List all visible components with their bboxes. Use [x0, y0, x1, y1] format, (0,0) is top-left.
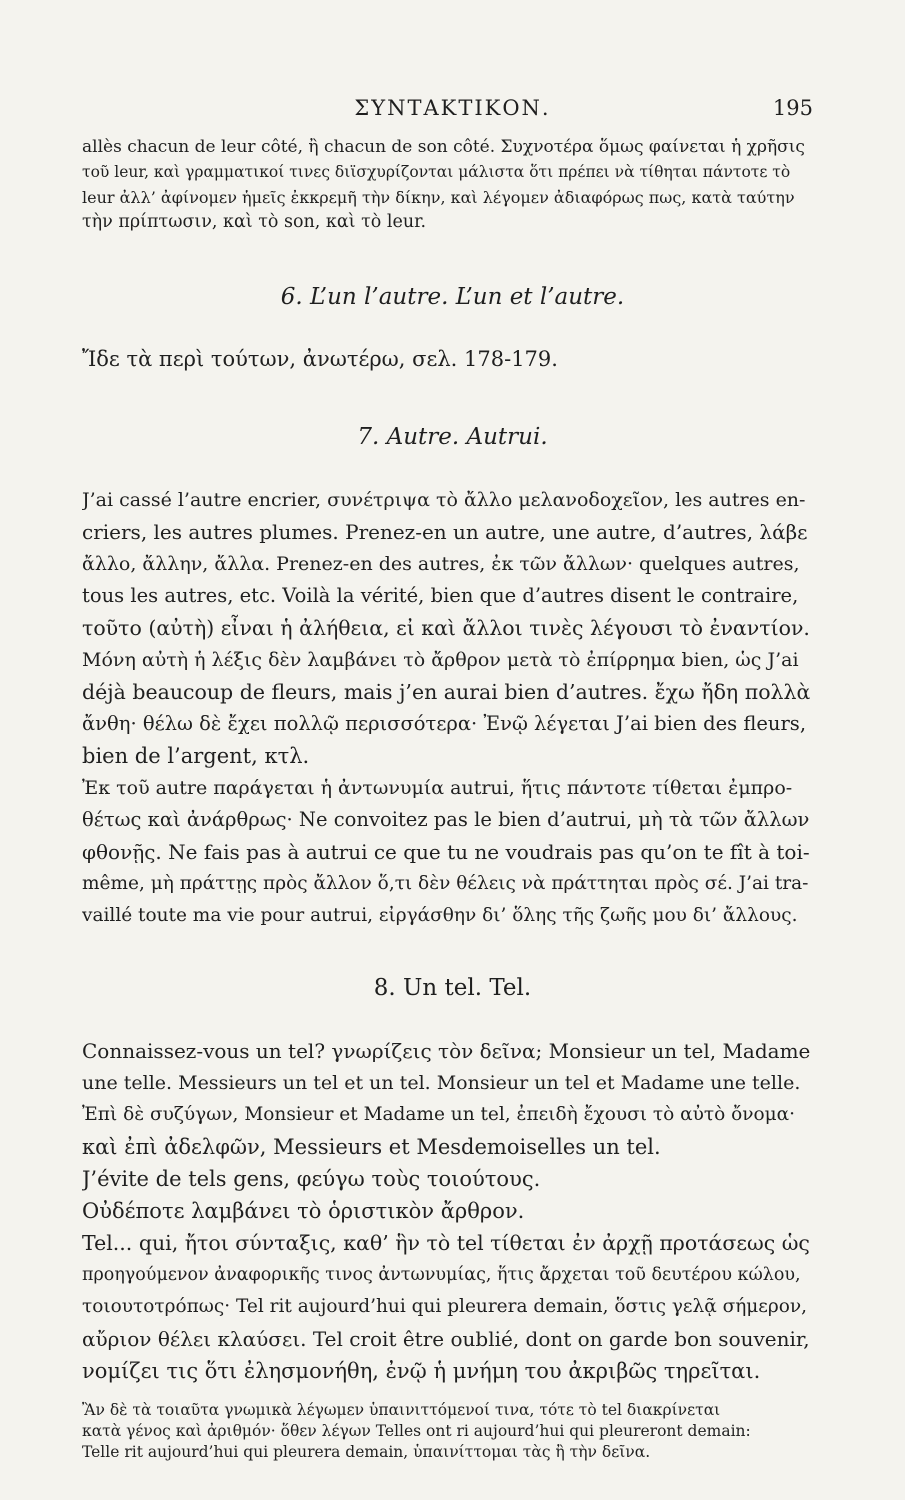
text-line: Ἐκ τοῦ autre παράγεται ἡ ἀντωνυμία autrui, ἥτις πάντοτε τίθεται ἐμπρο- — [82, 777, 793, 799]
text-line: Ἐπὶ δὲ συζύγων, Monsieur et Madame un tel, ἐπειδὴ ἔχουσι τὸ αὐτὸ ὄνομα· — [82, 1104, 796, 1125]
section-8-text — [82, 1035, 810, 1387]
text-line: déjà beaucoup de fleurs, mais j’en aurai bien d’autres. ἔχω ἤδη πολλὰ — [82, 680, 810, 704]
text-line: φθονῇς. Ne fais pas à autrui ce que tu ne voudrais pas qu’on te fît à toi- — [82, 840, 810, 864]
page-number: 195 — [772, 96, 813, 120]
text-line: τοιουτοτρόπως· Tel rit aujourd’hui qui pleurera demain, ὅστις γελᾷ σήμερον, — [82, 1296, 808, 1317]
text-line: J’évite de tels gens, φεύγω τοὺς τοιούτους. — [82, 1167, 541, 1191]
text-line: ἄνθη· θέλω δὲ ἔχει πολλῷ περισσότερα· Ἐνῷ λέγεται J’ai bien des fleurs, — [82, 712, 807, 735]
text-line: τοῦ leur, καὶ γραμματικοί τινες διϊσχυρίζονται μάλιστα ὅτι πρέπει νὰ τίθηται πάντοτε τὸ — [82, 163, 791, 181]
footnote-line: Ἂν δὲ τὰ τοιαῦτα γνωμικὰ λέγωμεν ὑπαινιττόμενοί τινα, τότε τὸ tel διακρίνεται — [82, 1401, 721, 1419]
text-line: Tel... qui, ἤτοι σύνταξις, καθ’ ἣν τὸ tel τίθεται ἐν ἀρχῇ προτάσεως ὡς — [82, 1231, 810, 1255]
text-line: allès chacun de leur côté, ἢ chacun de son côté. Συχνοτέρα ὅμως φαίνεται ἡ χρῆσις — [82, 137, 805, 157]
text-line: tous les autres, etc. Voilà la vérité, bien que d’autres disent le contraire, — [82, 584, 799, 607]
text-line: Οὐδέποτε λαμβάνει τὸ ὁριστικὸν ἄρθρον. — [82, 1199, 525, 1223]
intro-paragraph — [82, 135, 810, 235]
text-line: θέτως καὶ ἀνάρθρως· Ne convoitez pas le bien d’autrui, μὴ τὰ τῶν ἄλλων — [82, 808, 810, 831]
text-line: leur ἀλλ’ ἀφίνομεν ἡμεῖς ἐκκρεμῆ τὴν δίκην, καὶ λέγομεν ἀδιαφόρως πως, κατὰ ταύτην — [82, 188, 795, 207]
text-line: une telle. Messieurs un tel et un tel. Monsieur un tel et Madame une telle. — [82, 1072, 801, 1094]
text-line: νομίζει τις ὅτι ἐλησμονήθη, ἐνῷ ἡ μνήμη του ἀκριβῶς τηρεῖται. — [82, 1359, 761, 1383]
footnote-line: Telle rit aujourd’hui qui pleurera demain, ὑπαινίττομαι τὰς ἢ τὴν δεῖνα. — [82, 1443, 651, 1461]
text-line: ἄλλο, ἄλλην, ἄλλα. Prenez-en des autres, ἐκ τῶν ἄλλων· quelques autres, — [82, 553, 800, 575]
running-title: ΣΥΝΤΑΚΤΙΚΟΝ. — [354, 96, 551, 120]
section-7-text — [82, 484, 810, 932]
footnote — [82, 1400, 810, 1463]
text-line: Connaissez-vous un tel? γνωρίζεις τὸν δεῖνα; Monsieur un tel, Madame — [82, 1039, 810, 1063]
text-line: même, μὴ πράττῃς πρὸς ἄλλον ὅ,τι δὲν θέλεις νὰ πράττηται πρὸς σέ. J’ai tra- — [82, 873, 809, 894]
text-line: vaillé toute ma vie pour autrui, εἰργάσθην δι’ ὅλης τῆς ζωῆς μου δι’ ἄλλους. — [82, 905, 798, 926]
text-line: criers, les autres plumes. Prenez-en un autre, une autre, d’autres, λάβε — [82, 520, 808, 544]
text-line: bien de l’argent, κτλ. — [82, 744, 310, 768]
section-6-heading: 6. L’un l’autre. L’un et l’autre. — [280, 284, 625, 310]
text-line: καὶ ἐπὶ ἀδελφῶν, Messieurs et Mesdemoiselles un tel. — [82, 1135, 661, 1159]
text-line: αὔριον θέλει κλαύσει. Tel croit être oublié, dont on garde bon souvenir, — [82, 1327, 810, 1351]
section-7-heading: 7. Autre. Autrui. — [357, 424, 548, 450]
text-line: τοῦτο (αὐτὴ) εἶναι ἡ ἀλήθεια, εἰ καὶ ἄλλοι τινὲς λέγουσι τὸ ἐναντίον. — [82, 616, 810, 640]
section-8-heading: 8. Un tel. Tel. — [373, 975, 532, 1001]
text-line: Μόνη αὐτὴ ἡ λέξις δὲν λαμβάνει τὸ ἄρθρον μετὰ τὸ ἐπίρρημα bien, ὡς J’ai — [82, 649, 799, 671]
text-line: J’ai cassé l’autre encrier, συνέτριψα τὸ ἄλλο μελανοδοχεῖον, les autres en- — [82, 489, 806, 511]
footnote-line: κατὰ γένος καὶ ἀριθμόν· ὅθεν λέγων Telles ont ri aujourd’hui qui pleureront demain: — [82, 1422, 751, 1440]
text-line: Ἴδε τὰ περὶ τούτων, ἀνωτέρω, σελ. 178-179. — [82, 347, 558, 371]
running-header — [0, 96, 905, 126]
text-line: προηγούμενον ἀναφορικῆς τινος ἀντωνυμίας, ἥτις ἄρχεται τοῦ δευτέρου κώλου, — [82, 1265, 801, 1285]
text-line: τὴν πρίπτωσιν, καὶ τὸ son, καὶ τὸ leur. — [82, 212, 427, 232]
section-6-text — [82, 343, 810, 375]
